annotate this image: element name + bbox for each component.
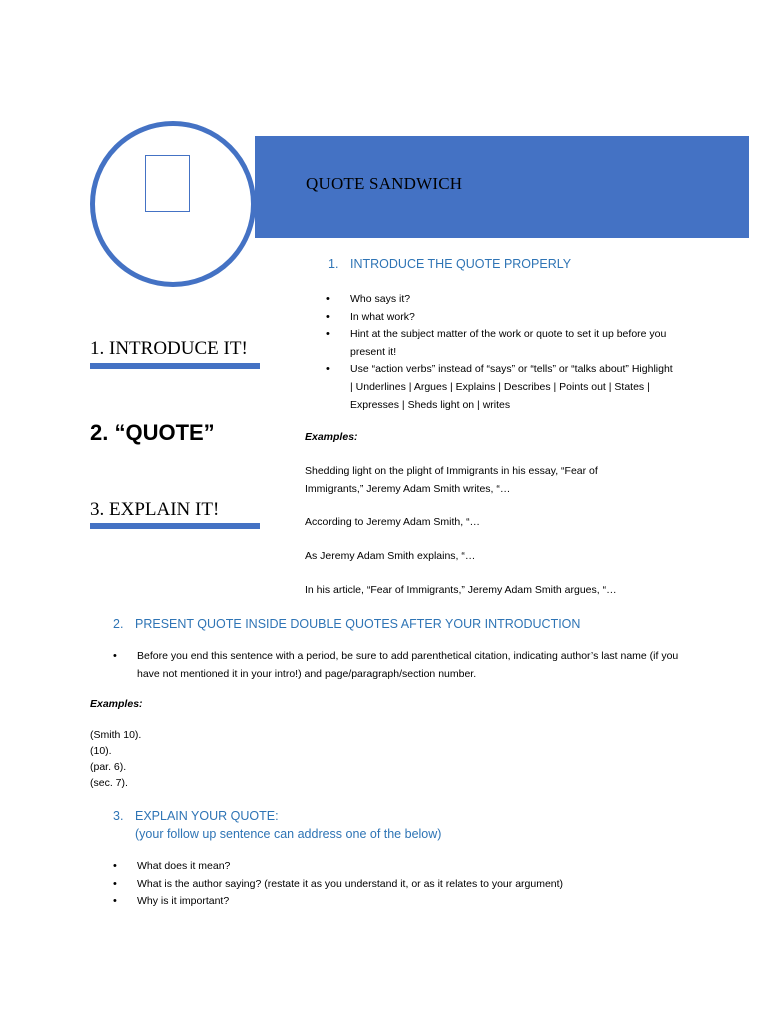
- step-1-underline: [90, 363, 260, 369]
- list-item: • Use “action verbs” instead of “says” or “tells” or “talks about” Highlight | Underlines | Argues | Explains | Describes | Points out | States | Expresses | Sheds light on | writes: [326, 361, 676, 414]
- step-3-underline: [90, 523, 260, 529]
- section-1-example-2: According to Jeremy Adam Smith, “…: [305, 516, 481, 528]
- section-2-example-2: (10).: [90, 745, 112, 757]
- step-3-label: 3. EXPLAIN IT!: [90, 499, 220, 520]
- section-3-heading-text: EXPLAIN YOUR QUOTE:: [135, 809, 279, 823]
- section-2-example-1: (Smith 10).: [90, 729, 142, 741]
- step-1-label: 1. INTRODUCE IT!: [90, 338, 248, 359]
- section-1-example-3: As Jeremy Adam Smith explains, “…: [305, 550, 476, 562]
- page-title: QUOTE SANDWICH: [306, 174, 463, 193]
- section-1-number: 1.: [328, 257, 339, 271]
- section-3-subheading: (your follow up sentence can address one of the below): [135, 827, 442, 841]
- section-1-examples-label: Examples:: [305, 431, 358, 443]
- step-2-label: 2. “QUOTE”: [90, 420, 215, 445]
- section-2-heading-text: PRESENT QUOTE INSIDE DOUBLE QUOTES AFTER YOUR INTRODUCTION: [135, 617, 581, 631]
- section-2-heading: [113, 617, 580, 631]
- list-item: • Why is it important?: [113, 893, 693, 911]
- section-3-heading: [113, 809, 279, 823]
- section-3-bullets: [113, 858, 693, 911]
- list-item: • Who says it?: [326, 291, 676, 309]
- list-item: • In what work?: [326, 309, 676, 327]
- section-1-example-1: Shedding light on the plight of Immigrants in his essay, “Fear of Immigrants,” Jeremy Adam Smith writes, “…: [305, 465, 598, 495]
- list-item: • Before you end this sentence with a period, be sure to add parenthetical citation, indicating author’s last name (if you have not mentioned it in your intro!) and page/paragraph/section number.: [113, 648, 683, 683]
- list-item: • Hint at the subject matter of the work or quote to set it up before you present it!: [326, 326, 676, 361]
- section-2-bullets: [113, 648, 683, 683]
- image-placeholder: [145, 155, 190, 212]
- list-item: • What is the author saying? (restate it as you understand it, or as it relates to your argument): [113, 876, 693, 894]
- section-2-examples-label: Examples:: [90, 698, 143, 710]
- section-1-bullets: [326, 291, 676, 414]
- section-2-example-3: (par. 6).: [90, 761, 127, 773]
- list-item: • What does it mean?: [113, 858, 693, 876]
- section-1-heading-text: INTRODUCE THE QUOTE PROPERLY: [350, 257, 572, 271]
- section-2-number: 2.: [113, 617, 124, 631]
- section-3-number: 3.: [113, 809, 124, 823]
- section-1-heading: [328, 257, 571, 271]
- section-2-example-4: (sec. 7).: [90, 777, 128, 789]
- section-1-example-4: In his article, “Fear of Immigrants,” Jeremy Adam Smith argues, “…: [305, 584, 617, 596]
